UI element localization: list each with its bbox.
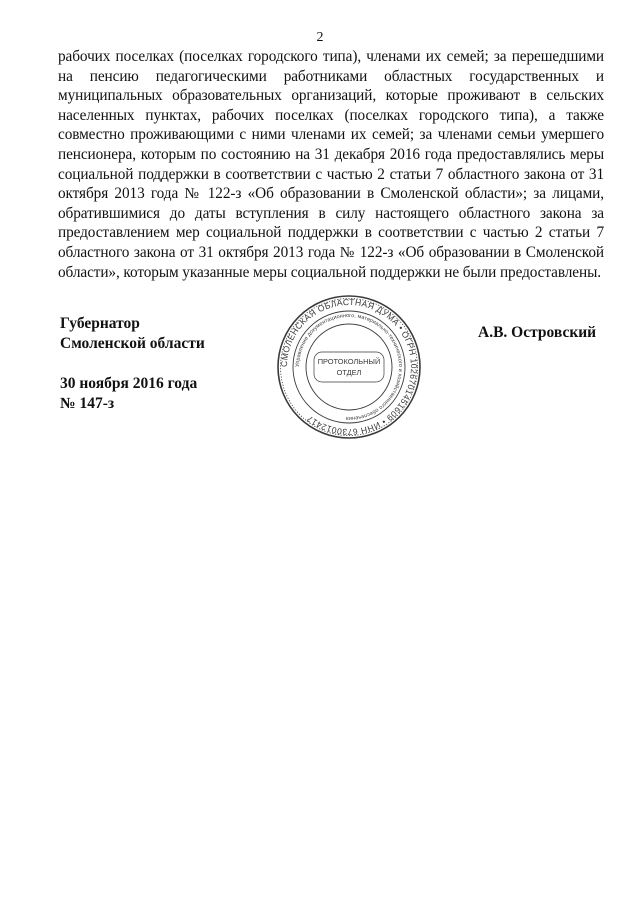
signer-position-line1: Губернатор <box>60 315 140 332</box>
law-date: 30 ноября 2016 года <box>60 375 198 392</box>
signer-block <box>60 314 205 414</box>
seal-inner-border <box>306 324 392 410</box>
law-number: № 147-з <box>60 395 115 412</box>
spacer <box>60 354 205 374</box>
page-number: 2 <box>316 30 324 45</box>
seal-middle-border <box>293 311 405 423</box>
official-seal <box>276 294 422 440</box>
seal-center-line2: ОТДЕЛ <box>336 368 362 377</box>
seal-center-line1: ПРОТОКОЛЬНЫЙ <box>317 357 381 366</box>
signer-name: А.В. Островский <box>478 324 597 341</box>
body-paragraph: рабочих поселках (поселках городского типа), членами их семей; за перешедшими на пенсию педагогическими работниками областных государственных и муниципальных образовательных организаций, которые проживают в сельских населенных пунктах, рабочих поселках (поселках городского типа), а также совместно проживающими с ними членами их семей; за членами семьи умершего пенсионера, которым по состоянию на 31 декабря 2016 года предоставлялись меры социальной поддержки в соответствии с частью 2 статьи 7 областного закона от 31 октября 2013 года № 122-з «Об образовании в Смоленской области»; за лицами, обратившимися до даты вступления в силу настоящего областного закона за предоставлением мер социальной поддержки в соответствии с частью 2 статьи 7 областного закона от 31 октября 2013 года № 122-з «Об образовании в Смоленской области», которым указанные меры социальной поддержки не были предоставлены. <box>58 48 604 281</box>
seal-inner-text: Управление документационного, материально-технического и хозяйственного обеспечения <box>294 312 404 422</box>
seal-outer-text: СМОЛЕНСКАЯ ОБЛАСТНАЯ ДУМА • ОГРН 1026701451609 • ИНН 6730012417 <box>278 296 420 438</box>
signer-position-line2: Смоленской области <box>60 335 205 352</box>
